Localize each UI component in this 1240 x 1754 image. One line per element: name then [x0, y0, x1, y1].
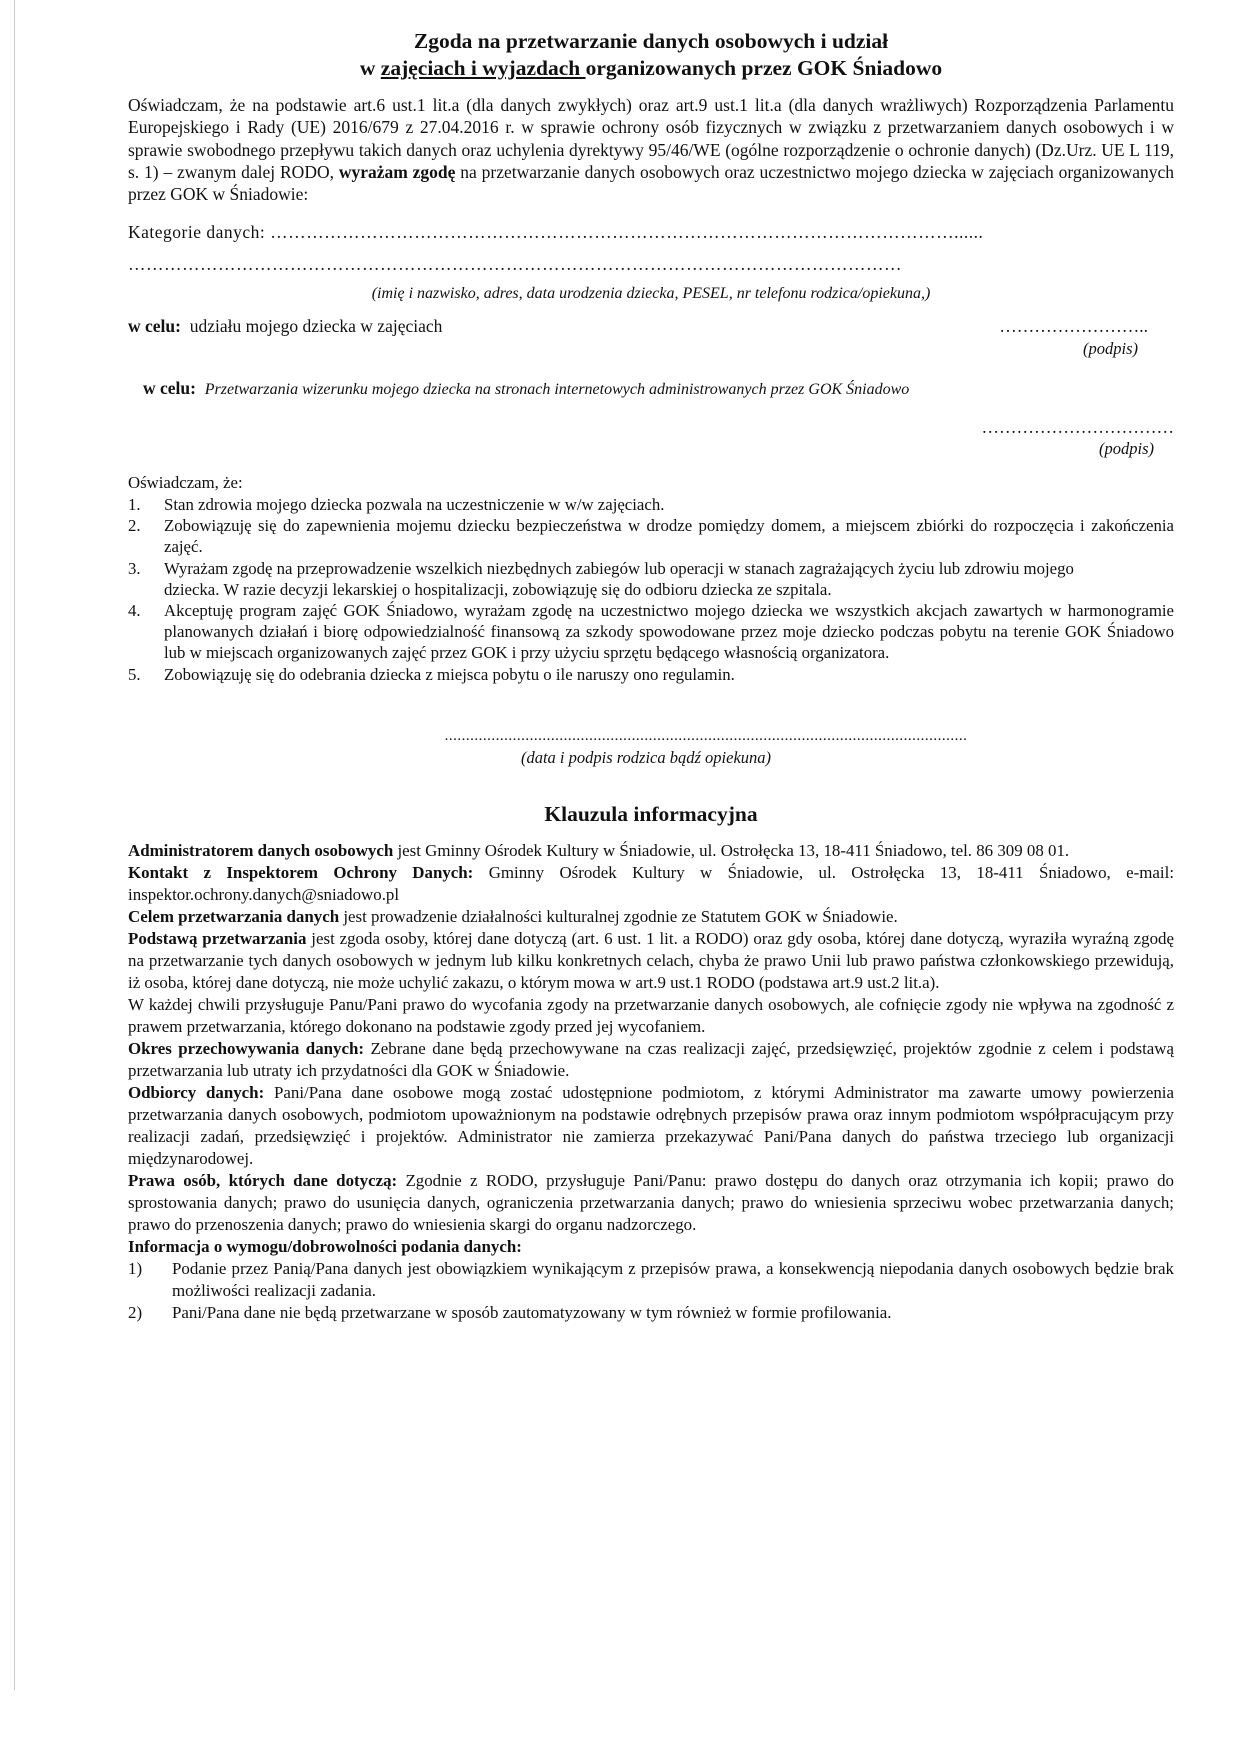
final-signature-dots[interactable]: ........................................................................................................................... [444, 727, 968, 744]
purpose-1-signature [999, 315, 1148, 360]
declaration-number: 3. [128, 558, 141, 578]
purpose-2-label: w celu: [143, 378, 196, 399]
clause-contact-text: Gminny Ośrodek Kultury w Śniadowie, ul. Ostrołęcka 13, 18-411 Śniadowo, e-mail: inspektor.ochrony.danych@sniadowo.pl [128, 862, 1175, 904]
clause-administrator [128, 840, 1174, 862]
purpose-1-signature-dots[interactable]: …………………….. [999, 316, 1148, 337]
title-line-1: Zgoda na przetwarzanie danych osobowych i udział [413, 29, 889, 53]
categories-hint: (imię i nazwisko, adres, data urodzenia dziecka, PESEL, nr telefonu rodzica/opiekuna,) [371, 285, 931, 303]
clause-info-label: Informacja o wymogu/dobrowolności podania danych: [128, 1236, 522, 1256]
declaration-text: Wyrażam zgodę na przeprowadzenie wszelkich niezbędnych zabiegów lub operacji w stanach zagrażających życiu lub zdrowiu mojego dziecka. W razie decyzji lekarskiej o hospitalizacji, zobowiązuję się do odbioru dziecka ze szpitala. [164, 558, 1074, 599]
clause-info-heading [128, 1236, 1174, 1258]
purpose-1-signature-caption: (podpis) [1083, 338, 1138, 358]
intro-part-1: Oświadczam, że na podstawie art.6 ust.1 lit.a (dla danych zwykłych) oraz art.9 ust.1 lit.a (dla danych wrażliwych) Rozporządzenia Parlamentu Europejskiego i Rady (UE) 2016/679 z 27.04.2016 r. w sprawie ochrony osób fizycznych w związku z przetwarzaniem danych osobowych i w sprawie swobodnego przepływu takich danych oraz uchylenia dyrektywy 95/46/WE (ogólne rozporządzenie o ochronie danych) (Dz.Urz. UE L 119, s. 1) – zwanym dalej RODO, [128, 95, 1174, 182]
clause-recipients-label: Odbiorcy danych: [128, 1082, 265, 1102]
clause-period-label: Okres przechowywania danych: [128, 1038, 364, 1058]
clause-rights-text: Zgodnie z RODO, przysługuje Pani/Panu: prawo dostępu do danych oraz otrzymania ich kopii; prawo do sprostowania danych; prawo do usunięcia danych, ograniczenia przetwarzania danych; prawo do wniesienia sprzeciwu wobec przetwarzania danych; prawo do przenoszenia danych; prawo do wniesienia skargi do organu nadzorczego. [128, 1170, 1174, 1234]
consent-document [128, 28, 1174, 1324]
purpose-2-line [128, 377, 1174, 401]
clause-rights-label: Prawa osób, których dane dotyczą: [128, 1170, 398, 1190]
clause-purpose-label: Celem przetwarzania danych [128, 906, 340, 926]
info-item-text: Pani/Pana dane nie będą przetwarzane w sposób zautomatyzowany w tym również w formie profilowania. [172, 1302, 892, 1322]
clause-recipients [128, 1082, 1174, 1170]
clause-recipients-text: Pani/Pana dane osobowe mogą zostać udostępnione podmiotom, z którymi Administrator ma zawarte umowy powierzenia przetwarzania danych osobowych, podmiotom upoważnionym na podstawie odrębnych przepisów prawa oraz innym podmiotom współpracującym przy realizacji zadań, przedsięwzięć i projektów. Administrator nie zamierza przekazywać Pani/Pana danych do państwa trzeciego lub organizacji międzynarodowej. [128, 1082, 1174, 1168]
document-title [128, 28, 1174, 82]
declaration-number: 4. [128, 600, 141, 620]
declaration-text: Zobowiązuję się do odebrania dziecka z miejsca pobytu o ile naruszy ono regulamin. [164, 664, 735, 684]
declarations-list [128, 494, 1174, 685]
clause-info-list [128, 1258, 1174, 1324]
declaration-text: Zobowiązuję się do zapewnienia mojemu dziecku bezpieczeństwa w drodze pomiędzy domem, a miejscem zbiórki do rozpoczęcia i zakończenia zajęć. [164, 516, 1174, 557]
clause-period-text: Zebrane dane będą przechowywane na czas realizacji zajęć, przedsięwzięć, projektów zgodnie z celem i podstawą przetwarzania lub utraty ich przydatności dla GOK w Śniadowie. [128, 1038, 1174, 1080]
title-line-2-underlined: zajęciach i wyjazdach [380, 56, 586, 80]
info-item [128, 1258, 1174, 1302]
declaration-item [128, 558, 1174, 600]
page-edge [14, 0, 15, 1690]
clause-administrator-label: Administratorem danych osobowych [128, 840, 394, 860]
declaration-item [128, 664, 1174, 685]
title-line-2-suffix: organizowanych przez GOK Śniadowo [585, 56, 943, 80]
info-item [128, 1302, 1174, 1324]
clause-basis [128, 928, 1174, 994]
clause-withdraw: W każdej chwili przysługuje Panu/Pani prawo do wycofania zgody na przetwarzanie danych osobowych, ale cofnięcie zgody nie wpływa na zgodność z prawem przetwarzania, którego dokonano na podstawie zgody przed jej wycofaniem. [128, 994, 1174, 1036]
info-item-text: Podanie przez Panią/Pana danych jest obowiązkiem wynikającym z przepisów prawa, a konsekwencją niepodania danych osobowych będzie brak możliwości realizacji zadania. [172, 1258, 1174, 1300]
info-item-number: 2) [128, 1302, 143, 1322]
declaration-item [128, 494, 1174, 515]
purpose-2-text: Przetwarzania wizerunku mojego dziecka na stronach internetowych administrowanych przez GOK Śniadowo [204, 381, 910, 399]
clause-contact [128, 862, 1174, 906]
purpose-1-text: udziału mojego dziecka w zajęciach [189, 316, 443, 337]
purpose-2-signature [982, 416, 1175, 461]
information-clause [128, 840, 1174, 1324]
clause-basis-label: Podstawą przetwarzania [128, 928, 307, 948]
declaration-item [128, 515, 1174, 557]
clause-basis-text: jest zgoda osoby, której dane dotyczą (art. 6 ust. 1 lit. a RODO) oraz gdy osoba, której dane dotyczą, wyraziła wyraźną zgodę na przetwarzanie tych danych osobowych w jednym lub kilku konkretnych celach, chyba że prawo Unii lub prawo państwa członkowskiego przewidują, iż osoba, której dane dotyczą, nie może uchylić zakazu, o którym mowa w art.9 ust.1 RODO (podstawa art.9 ust.2 lit.a). [128, 928, 1174, 992]
title-line-2-prefix: w [359, 56, 381, 80]
purpose-2-signature-caption: (podpis) [1099, 438, 1154, 458]
purpose-2-signature-row [128, 416, 1174, 472]
purpose-1-label: w celu: [128, 316, 181, 337]
clause-period [128, 1038, 1174, 1082]
declaration-number: 1. [128, 494, 141, 514]
intro-consent-bold: wyrażam zgodę [338, 161, 456, 182]
clause-rights [128, 1170, 1174, 1236]
categories-label: Kategorie danych: [128, 222, 271, 243]
clause-purpose [128, 906, 1174, 928]
intro-part-2: na przetwarzanie danych osobowych oraz uczestnictwo mojego dziecka w zajęciach organizowanych przez GOK w Śniadowie: [128, 161, 1174, 205]
clause-title: Klauzula informacyjna [544, 802, 758, 827]
clause-contact-label: Kontakt z Inspektorem Ochrony Danych: [128, 862, 474, 882]
info-item-number: 1) [128, 1258, 143, 1278]
purpose-2-signature-dots[interactable]: …………………………… [981, 416, 1174, 437]
declaration-item [128, 600, 1174, 664]
categories-fill-dots-2[interactable]: ………………………………………………………………………………………………………………… [128, 253, 902, 274]
final-signature [238, 725, 1174, 770]
declaration-number: 2. [128, 516, 141, 536]
clause-purpose-text: jest prowadzenie działalności kulturalnej zgodnie ze Statutem GOK w Śniadowie. [339, 906, 898, 926]
declaration-number: 5. [128, 664, 141, 684]
declaration-text: Stan zdrowia mojego dziecka pozwala na uczestniczenie w w/w zajęciach. [164, 494, 665, 514]
clause-administrator-text: jest Gminny Ośrodek Kultury w Śniadowie, ul. Ostrołęcka 13, 18-411 Śniadowo, tel. 86 309 08 01. [393, 840, 1070, 860]
purpose-1-row [128, 315, 1174, 367]
categories-fill-dots[interactable]: ……………………………………………………………………………………………………...... [270, 222, 984, 243]
declarations-intro: Oświadczam, że: [128, 472, 243, 492]
categories-line [128, 221, 1174, 243]
declaration-text: Akceptuję program zajęć GOK Śniadowo, wyrażam zgodę na uczestnictwo mojego dziecka we wszystkich akcjach zawartych w harmonogramie planowanych działań i biorę odpowiedzialność finansową za szkody spowodowane przez moje dziecko podczas pobytu na terenie GOK Śniadowo lub w miejscach organizowanych zajęć przez GOK i przy użyciu sprzętu będącego własnością organizatora. [164, 600, 1174, 663]
intro-paragraph [128, 94, 1174, 205]
final-signature-caption: (data i podpis rodzica bądź opiekuna) [520, 748, 772, 768]
